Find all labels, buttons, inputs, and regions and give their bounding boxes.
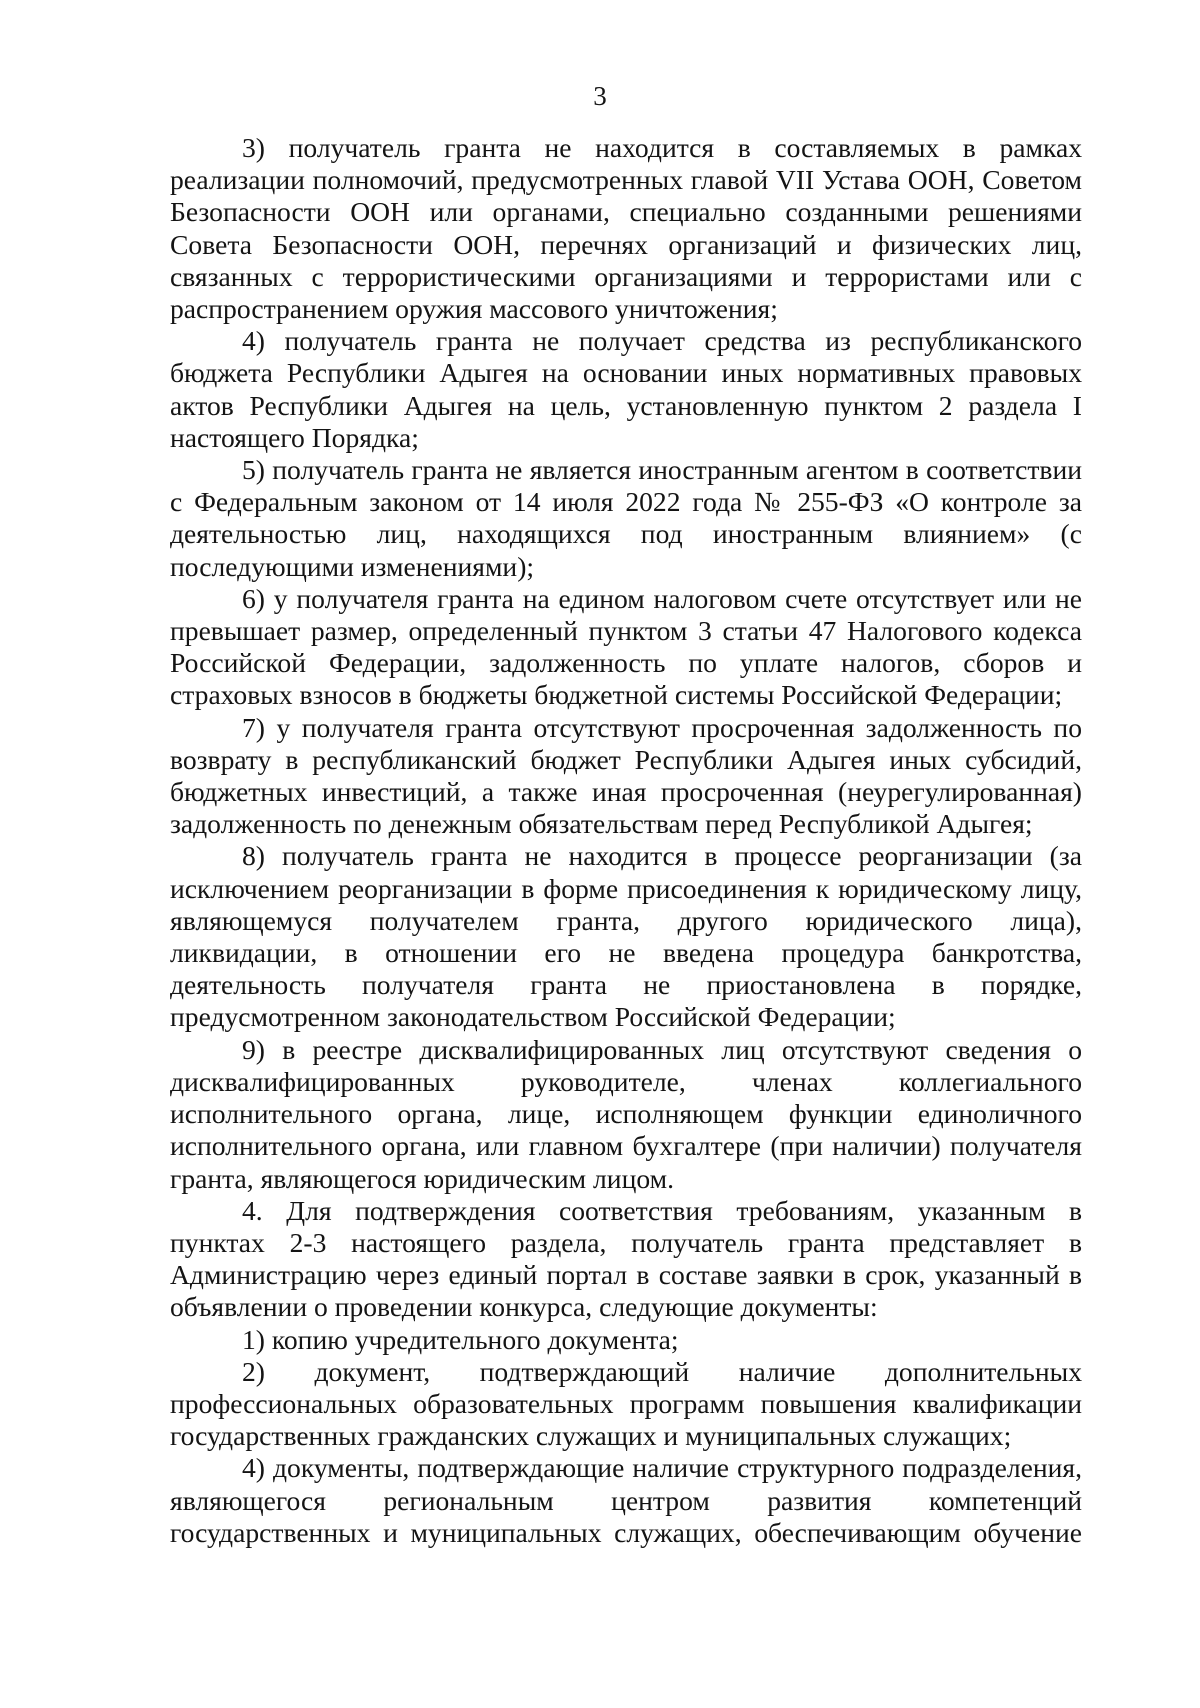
- paragraph-item-8: 8) получатель гранта не находится в процессе реорганизации (за исключением реорганизации в форме присоединения к юридическому лицу, являющемуся получателем гранта, другого юридического лица), ликвидации, в отношении его не введена процедура банкротства, деятельность получателя гранта не приостановлена в порядке, предусмотренном законодательством Российской Федерации;: [170, 840, 1082, 1033]
- paragraph-doc-2: 2) документ, подтверждающий наличие дополнительных профессиональных образовательных программ повышения квалификации государственных гражданских служащих и муниципальных служащих;: [170, 1355, 1082, 1452]
- paragraph-item-6: 6) у получателя гранта на едином налоговом счете отсутствует или не превышает размер, определенный пунктом 3 статьи 47 Налогового кодекса Российской Федерации, задолженность по уплате налогов, сборов и страховых взносов в бюджеты бюджетной системы Российской Федерации;: [170, 582, 1082, 711]
- paragraph-section-4: 4. Для подтверждения соответствия требованиям, указанным в пунктах 2-3 настоящего раздела, получатель гранта представляет в Администрацию через единый портал в составе заявки в срок, указанный в объявлении о проведении конкурса, следующие документы:: [170, 1194, 1082, 1323]
- paragraph-item-5: 5) получатель гранта не является иностранным агентом в соответствии с Федеральным законом от 14 июля 2022 года № 255-ФЗ «О контроле за деятельностью лиц, находящихся под иностранным влиянием» (с последующими изменениями);: [170, 454, 1082, 582]
- paragraph-item-9: 9) в реестре дисквалифицированных лиц отсутствуют сведения о дисквалифицированных руководителе, членах коллегиального исполнительного органа, лице, исполняющем функции единоличного исполнительного органа, или главном бухгалтере (при наличии) получателя гранта, являющегося юридическим лицом.: [170, 1033, 1082, 1194]
- paragraph-doc-4: 4) документы, подтверждающие наличие структурного подразделения, являющегося региональным центром развития компетенций государственных и муниципальных служащих, обеспечивающим обучение: [170, 1452, 1082, 1548]
- paragraph-item-3: 3) получатель гранта не находится в составляемых в рамках реализации полномочий, предусмотренных главой VII Устава ООН, Советом Безопасности ООН или органами, специально созданными решениями Совета Безопасности ООН, перечнях организаций и физических лиц, связанных с террористическими организациями и террористами или с распространением оружия массового уничтожения;: [170, 132, 1082, 325]
- paragraph-item-4: 4) получатель гранта не получает средства из республиканского бюджета Республики Адыгея на основании иных нормативных правовых актов Республики Адыгея на цель, установленную пунктом 2 раздела I настоящего Порядка;: [170, 325, 1082, 453]
- paragraph-doc-1: 1) копию учредительного документа;: [242, 1323, 679, 1355]
- document-body: [170, 132, 1082, 1549]
- paragraph-item-7: 7) у получателя гранта отсутствуют просроченная задолженность по возврату в республиканский бюджет Республики Адыгея иных субсидий, бюджетных инвестиций, а также иная просроченная (неурегулированная) задолженность по денежным обязательствам перед Республикой Адыгея;: [170, 711, 1082, 840]
- page-number: 3: [593, 81, 607, 111]
